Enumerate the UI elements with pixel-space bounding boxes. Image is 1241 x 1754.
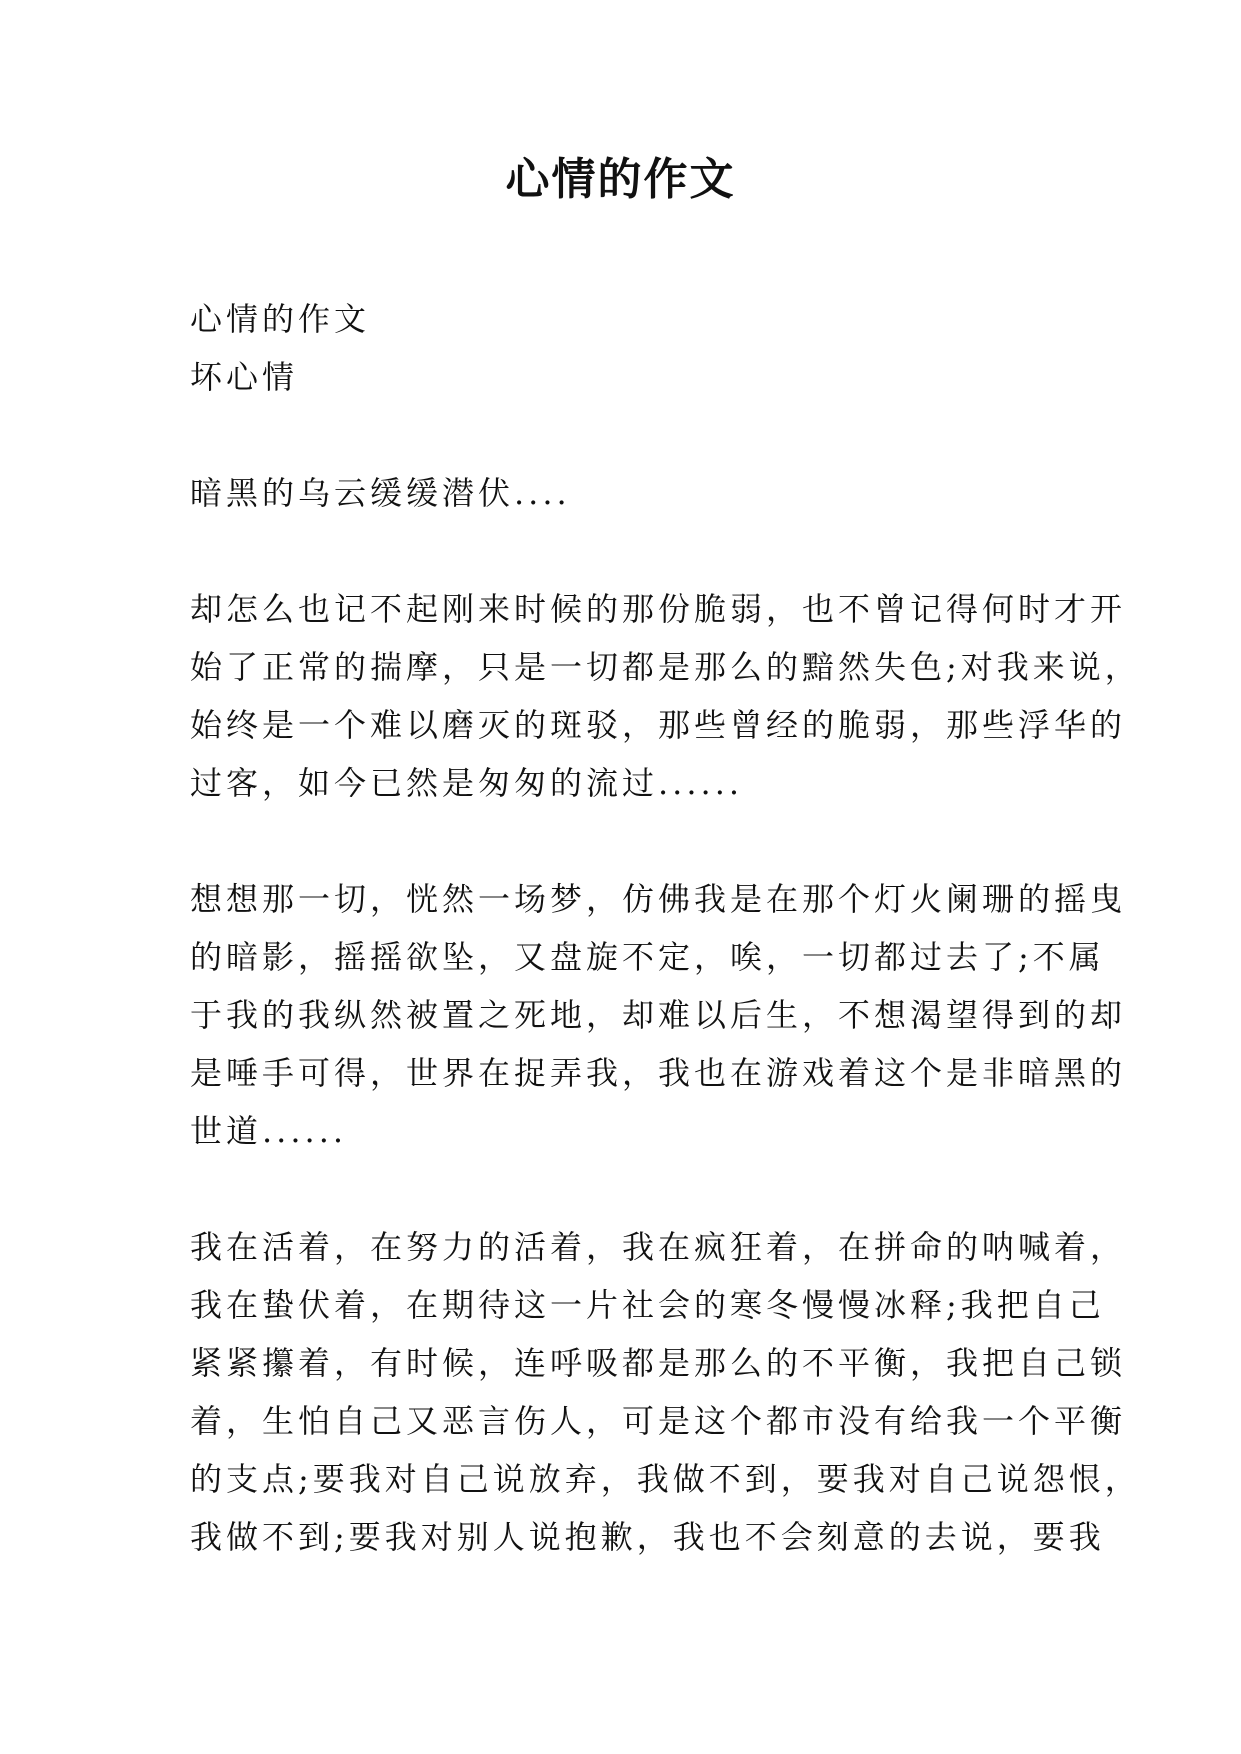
text-line: 暗黑的乌云缓缓潜伏.... [190, 474, 571, 512]
text-line: 是唾手可得，世界在捉弄我，我也在游戏着这个是非暗黑的 [190, 1054, 1127, 1092]
text-line: 却怎么也记不起刚来时候的那份脆弱，也不曾记得何时才开 [190, 590, 1127, 628]
text-line: 想想那一切，恍然一场梦，仿佛我是在那个灯火阑珊的摇曳 [190, 880, 1127, 918]
text-line: 的支点;要我对自己说放弃，我做不到，要我对自己说怨恨， [190, 1460, 1141, 1498]
text-line: 着，生怕自己又恶言伤人，可是这个都市没有给我一个平衡 [190, 1402, 1127, 1440]
paragraph [190, 580, 1141, 812]
paragraph [190, 290, 1060, 406]
text-line: 的暗影，摇摇欲坠，又盘旋不定，唉，一切都过去了;不属 [190, 938, 1105, 976]
paragraph-gap [190, 1160, 1060, 1218]
paragraph-gap [190, 812, 1060, 870]
text-line: 我在蛰伏着，在期待这一片社会的寒冬慢慢冰释;我把自己 [190, 1286, 1105, 1324]
text-line: 过客，如今已然是匆匆的流过...... [190, 764, 744, 802]
text-line: 世道...... [190, 1112, 348, 1150]
paragraph-gap [190, 406, 1060, 464]
paragraph [190, 1218, 1141, 1566]
text-line: 坏心情 [190, 358, 299, 396]
text-line: 始了正常的揣摩，只是一切都是那么的黯然失色;对我来说， [190, 648, 1141, 686]
paragraph [190, 870, 1127, 1160]
paragraph-gap [190, 522, 1060, 580]
text-line: 我做不到;要我对别人说抱歉，我也不会刻意的去说，要我 [190, 1518, 1105, 1556]
text-line: 心情的作文 [190, 300, 371, 338]
text-line: 始终是一个难以磨灭的斑驳，那些曾经的脆弱，那些浮华的 [190, 706, 1127, 744]
text-line: 紧紧攥着，有时候，连呼吸都是那么的不平衡，我把自己锁 [190, 1344, 1127, 1382]
text-line: 我在活着，在努力的活着，我在疯狂着，在拼命的呐喊着， [190, 1228, 1127, 1266]
paragraph [190, 464, 1060, 522]
text-line: 于我的我纵然被置之死地，却难以后生，不想渴望得到的却 [190, 996, 1127, 1034]
document-body [190, 290, 1141, 1566]
document-title: 心情的作文 [505, 154, 736, 205]
